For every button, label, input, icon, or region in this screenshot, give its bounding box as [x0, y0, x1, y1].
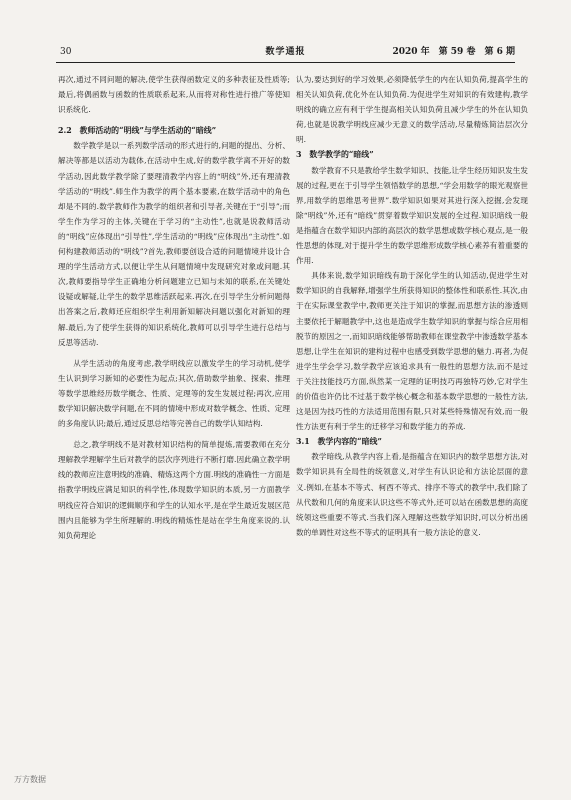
issue-info: 2020 年 第 59 卷 第 6 期	[392, 47, 515, 57]
paragraph: 数学教育不只是教给学生数学知识、技能,让学生经历知识发生发展的过程,更在于引导学生领悟数学的思想,“学会用数学的眼光观察世界,用数学的思维思考世界”.数学知识如果对其进行深入挖掘,会发现除“明线”外,还有“暗线”贯穿着数学知识发展的全过程.知识暗线一般是指蕴含在数学知识内部的高层次的数学思想或数学核心观点,是一般性思想的体现,对于提升学生的数学思维形成数学核心素养有着重要的作用.	[296, 165, 528, 266]
paragraph: 具体来说,数学知识暗线有助于深化学生的认知活动,促进学生对数学知识的自我解释,增强学生所获得知识的整体性和联系性.其次,由于在实际课堂教学中,教师更关注于知识的掌握,而思想方法的渗透则主要依托于解题教学中,这也是造成学生数学知识的掌握与综合应用相脱节的原因之一,而知识暗线能够帮助教师在课堂教学中渗透数学基本思想,让学生在知识的建构过程中也感受到数学思想的魅力.再者,为促进学生学会学习,数学教学应该追求具有一般性的思想方法,而不是过于关注技能技巧方面,纵然某一定理的证明技巧再独特巧妙,它对学生的价值也许仍比不过基于数学核心概念和基本数学思想的一般性方法,这是因为技巧性的方法适用范围有限,只对某些特殊情况有效,而一般性方法更有利于学生的迁移学习和数学能力的养成.	[296, 271, 528, 432]
paragraph: 教学暗线,从教学内容上看,是指蕴含在知识内的数学思想方法,对数学知识具有全局性的统领意义,对学生有认识论和方法论层面的意义.例如,在基本不等式、柯西不等式、排序不等式的教学中,我们除了从代数和几何的角度来认识这些不等式外,还可以站在函数思想的高度统领这些重要不等式.当我们深入理解这些数学知识时,可以分析出函数的单调性对这些不等式的证明具有一般方法论的意义.	[296, 452, 528, 537]
paragraph: 从学生活动的角度考虑,教学明线应以激发学生的学习动机,使学生认识到学习新知的必要性为起点;其次,借助数学抽象、探索、推理等数学思维经历数学概念、性质、定理等的发生发展过程;再次,应用数学知识解决数学问题,在不同的情境中形成对数学概念、性质、定理的多角度认识;最后,通过反思总结等完善自己的数学认知结构.	[58, 358, 290, 429]
left-column	[58, 72, 290, 543]
paragraph: 数学教学是以一系列数学活动的形式进行的,问题的提出、分析、解决等都是以活动为载体,在活动中生成,好的数学教学离不开好的数学活动,因此数学教学除了要理清教学内容上的“明线”外,还有理清教学活动的“明线”.师生作为教学的两个基本要素,在数学活动中的角色却是不同的.数学教师作为教学的组织者和引导者,关键在于“引导”;而学生作为学习的主体,关键在于学习的“主动性”,也就是说教师活动的“明线”应体现出“引导性”,学生活动的“明线”应体现出“主动性”.如何构建教师活动的“明线”?首先,教师要创设合适的问题情境并设计合理的学生活动方式,以便让学生从问题情境中发现研究对象或问题.其次,教师要指导学生正确地分析问题建立已知与未知的联系,在关键处设疑或解疑,让学生的数学思维活跃起来.再次,在引导学生分析问题得出答案之后,教师还应组织学生利用新知解决问题以强化对新知的理解.最后,为了使学生获得的知识系统化,教师可以引导学生进行总结与反思等活动.	[58, 141, 290, 347]
database-watermark: 万方数据	[14, 775, 46, 784]
section-heading: 2.2 教师活动的“明线”与学生活动的“暗线”	[58, 126, 217, 136]
subsection-heading: 3.1 教学内容的“暗线”	[296, 437, 382, 447]
running-header	[56, 44, 515, 60]
section-heading: 3 数学教学的“暗线”	[296, 150, 374, 160]
journal-title: 数学通报	[265, 47, 306, 57]
paragraph: 再次,通过不同问题的解决,使学生获得函数定义的多种表征及性质等;最后,将偶函数与函数的性质联系起来,从而将对称性进行推广等使知识系统化.	[58, 75, 290, 115]
paragraph: 认为,要达到好的学习效果,必须降低学生的内在认知负荷,提高学生的相关认知负荷,优化外在认知负荷.为促进学生对知识的有效建构,教学明线的确立应有利于学生提高相关认知负荷且减少学生的外在认知负荷,也就是说教学明线应减少无意义的数学活动,尽量精炼简洁层次分明.	[296, 75, 528, 145]
header-rule	[56, 62, 515, 63]
page-number: 30	[60, 47, 72, 57]
paragraph: 总之,教学明线不是对教材知识结构的简单提炼,需要教师在充分理解教学理解学生后对教学的层次序列进行不断打磨.因此确立教学明线的教师应注意明线的准确、精炼这两个方面.明线的准确性一方面是指教学明线应满足知识的科学性,体现数学知识的本质,另一方面教学明线应符合知识的逻辑顺序和学生的认知水平,是在学生最近发展区范围内且能够为学生所理解的.明线的精炼性是站在学生角度来说的.认知负荷理论	[58, 440, 290, 540]
right-column	[296, 72, 528, 540]
